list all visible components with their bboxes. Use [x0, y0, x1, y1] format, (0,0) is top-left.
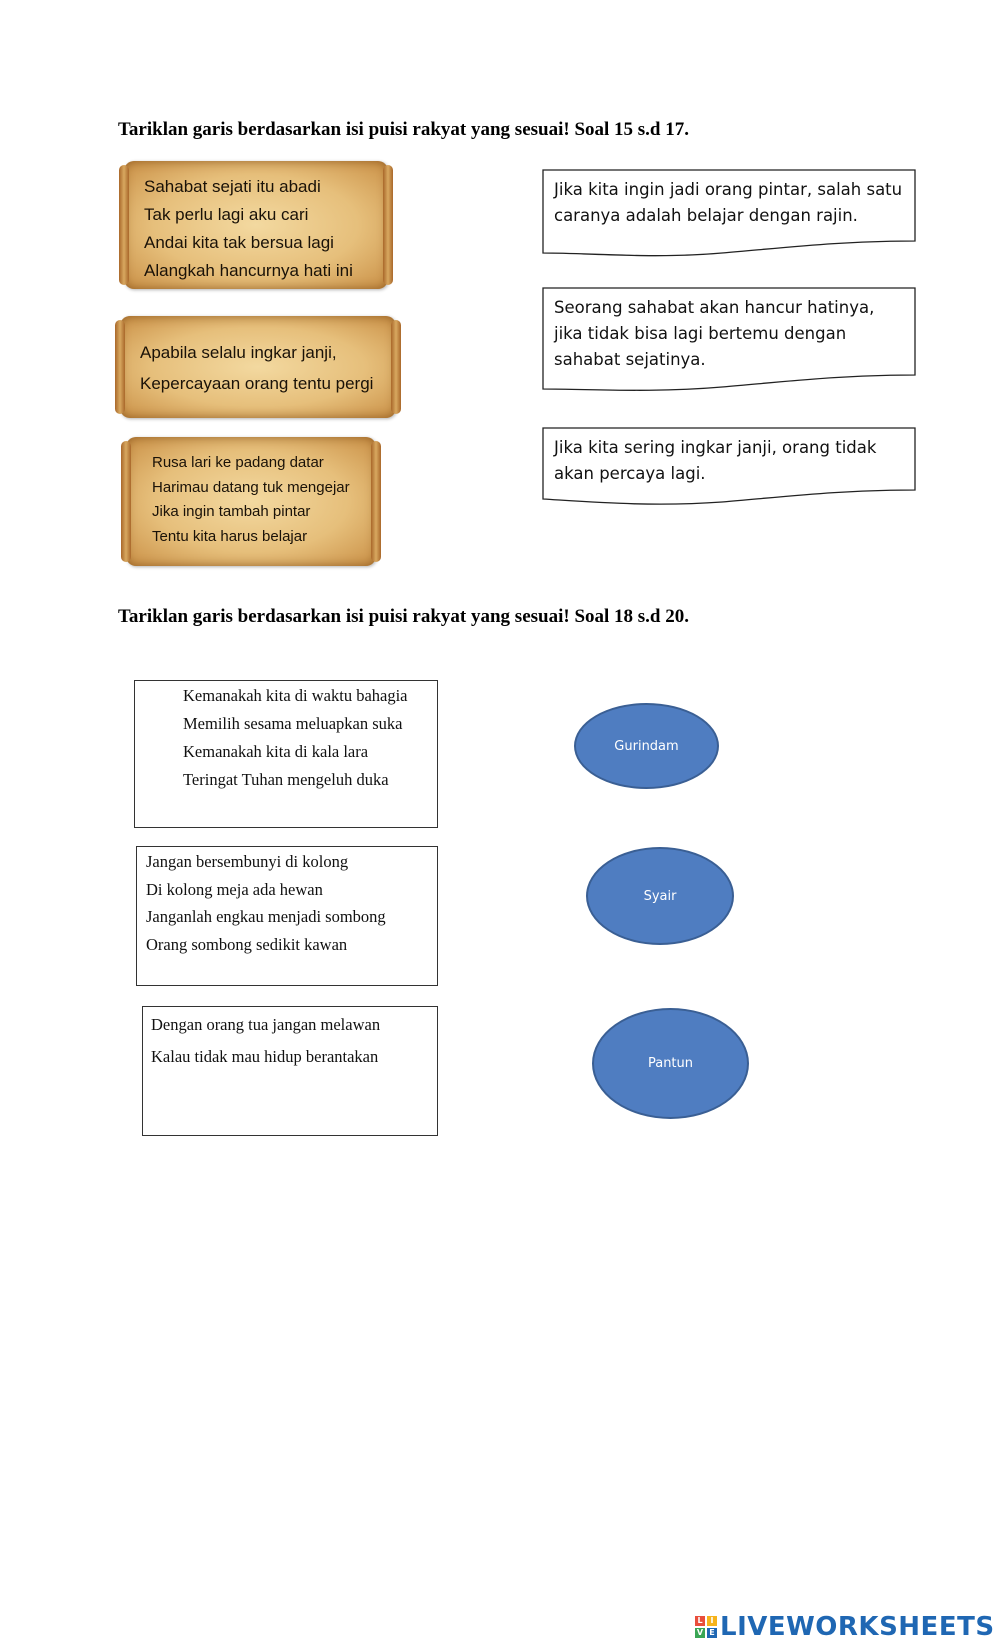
- poem-line: Tak perlu lagi aku cari: [144, 205, 309, 224]
- meaning-box-3[interactable]: [542, 427, 916, 507]
- poem-line: Dengan orang tua jangan melawan: [151, 1015, 381, 1034]
- poem-line: Orang sombong sedikit kawan: [146, 934, 348, 954]
- poem-line: Sahabat sejati itu abadi: [144, 177, 321, 196]
- poem-line: Kemanakah kita di kala lara: [183, 742, 369, 761]
- poem-line: Di kolong meja ada hewan: [146, 879, 323, 899]
- poem-line: Andai kita tak bersua lagi: [144, 233, 334, 252]
- meaning-text: Jika kita sering ingkar janji, orang tidak akan percaya lagi.: [554, 438, 877, 483]
- meaning-box-2[interactable]: [542, 287, 916, 397]
- poem-line: Jangan bersembunyi di kolong: [146, 852, 349, 871]
- poem-line: Tentu kita harus belajar: [152, 527, 308, 545]
- poem-line: Kalau tidak mau hidup berantakan: [151, 1047, 379, 1066]
- liveworksheets-cubes-icon: L I V E: [695, 1616, 717, 1638]
- poem-line: Rusa lari ke padang datar: [152, 454, 324, 471]
- poem-line: Janganlah engkau menjadi sombong: [146, 907, 386, 926]
- poem-scroll-3[interactable]: [126, 437, 376, 566]
- section2-heading: Tariklan garis berdasarkan isi puisi rakyat yang sesuai! Soal 18 s.d 20.: [118, 606, 690, 627]
- section1-heading: Tariklan garis berdasarkan isi puisi rakyat yang sesuai! Soal 15 s.d 17.: [118, 119, 690, 140]
- liveworksheets-logo: [695, 1612, 995, 1642]
- poem-box-2[interactable]: [136, 846, 438, 986]
- oval-gurindam[interactable]: Gurindam: [574, 703, 719, 789]
- poem-line: Memilih sesama meluapkan suka: [183, 714, 403, 733]
- meaning-text: Seorang sahabat akan hancur hatinya, jika tidak bisa lagi bertemu dengan sahabat sejatinya.: [554, 298, 875, 369]
- poem-box-1[interactable]: [134, 680, 438, 828]
- oval-syair[interactable]: Syair: [586, 847, 734, 945]
- poem-line: Apabila selalu ingkar janji,: [140, 343, 337, 362]
- poem-line: Jika ingin tambah pintar: [152, 503, 311, 520]
- poem-line: Kemanakah kita di waktu bahagia: [183, 686, 408, 705]
- poem-line: Alangkah hancurnya hati ini: [144, 261, 353, 280]
- poem-box-3[interactable]: [142, 1006, 438, 1136]
- oval-pantun[interactable]: Pantun: [592, 1008, 749, 1119]
- poem-line: Teringat Tuhan mengeluh duka: [183, 770, 389, 789]
- poem-scroll-1[interactable]: [124, 161, 388, 289]
- poem-line: Kepercayaan orang tentu pergi: [140, 374, 374, 393]
- poem-line: Harimau datang tuk mengejar: [152, 478, 350, 496]
- logo-text: LIVEWORKSHEETS: [720, 1612, 995, 1642]
- meaning-box-1[interactable]: [542, 169, 916, 261]
- meaning-text: Jika kita ingin jadi orang pintar, salah satu caranya adalah belajar dengan rajin.: [554, 180, 903, 225]
- poem-scroll-2[interactable]: [120, 316, 396, 418]
